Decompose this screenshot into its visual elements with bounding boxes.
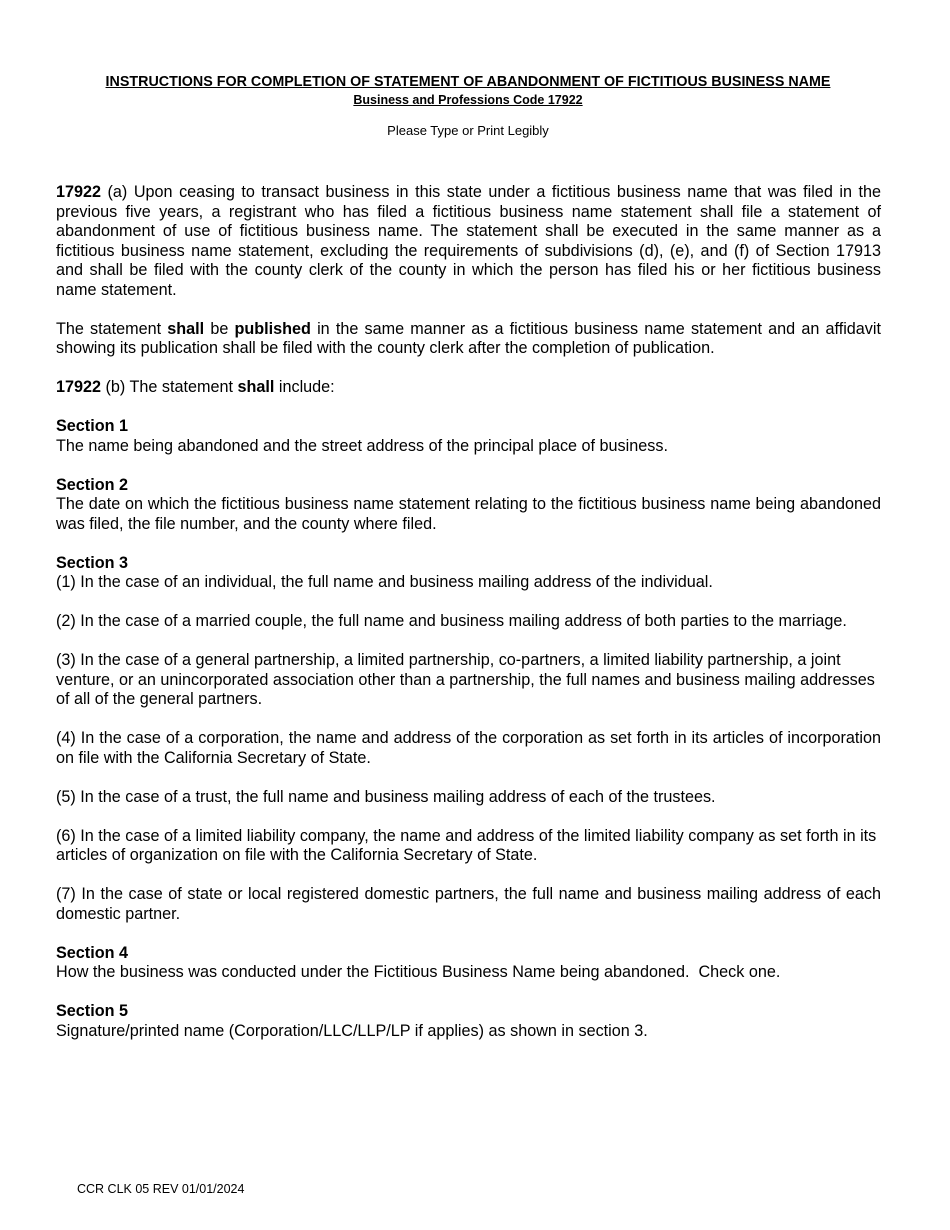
section-3-item: (3) In the case of a general partnership, a limited partnership, co-partners, a limited liability partnership, a joint venture, or an unincorporated association other than a partnership, the full names and business mailing addresses of all of the general partners. (56, 651, 875, 708)
section-1-heading: Section 1 (56, 417, 128, 435)
section-4-text: How the business was conducted under the Fictitious Business Name being abandoned. Check one. (56, 963, 781, 981)
document-title: INSTRUCTIONS FOR COMPLETION OF STATEMENT OF ABANDONMENT OF FICTITIOUS BUSINESS NAME (105, 74, 831, 90)
code-number: 17922 (56, 378, 102, 396)
paragraph-17922-b (56, 378, 881, 398)
section-3-heading: Section 3 (56, 553, 128, 572)
paragraph-text: in the same manner as a fictitious business name statement and an affidavit showing its publication shall be filed with the county clerk after the completion of publication. (56, 319, 881, 357)
paragraph-publication (56, 320, 881, 359)
paragraph-text: (a) Upon ceasing to transact business in this state under a fictitious business name that was filed in the previous five years, a registrant who has filed a fictitious business name statement shall file a statement of abandonment of use of fictitious business name. The statement shall be executed in the same manner as a fictitious business name statement, excluding the requirements of subdivisions (d), (e), and (f) of Section 17913 and shall be filed with the county clerk of the county in which the person has filed his or her fictitious business name statement. (56, 183, 881, 299)
section-4-heading: Section 4 (56, 943, 128, 962)
instructions-body (56, 183, 881, 1041)
section-3-item: (7) In the case of state or local registered domestic partners, the full name and business mailing address of each domestic partner. (56, 885, 881, 923)
section-5-heading: Section 5 (56, 1002, 128, 1020)
section-3-item: (4) In the case of a corporation, the name and address of the corporation as set forth in its articles of incorporation on file with the California Secretary of State. (56, 729, 881, 767)
code-number: 17922 (56, 183, 102, 201)
section-2-text: The date on which the fictitious business name statement relating to the fictitious business name being abandoned was filed, the file number, and the county where filed. (56, 495, 881, 533)
paragraph-text: be (204, 319, 235, 338)
paragraph-text: include: (274, 378, 335, 396)
form-code-footer: CCR CLK 05 REV 01/01/2024 (77, 1182, 245, 1196)
legible-note: Please Type or Print Legibly (387, 123, 549, 138)
section-5-text: Signature/printed name (Corporation/LLC/LLP/LP if applies) as shown in section 3. (56, 1021, 648, 1040)
paragraph-17922-a (56, 183, 881, 300)
section-1-text: The name being abandoned and the street address of the principal place of business. (56, 436, 668, 455)
section-3-item: (1) In the case of an individual, the full name and business mailing address of the individual. (56, 573, 713, 591)
section-3-item: (6) In the case of a limited liability company, the name and address of the limited liability company as set forth in its articles of organization on file with the California Secretary of State. (56, 826, 877, 864)
emphasis-published: published (234, 319, 311, 338)
emphasis-shall: shall (167, 319, 205, 338)
section-3-item: (2) In the case of a married couple, the full name and business mailing address of both parties to the marriage. (56, 612, 847, 630)
paragraph-text: The statement (56, 319, 168, 338)
section-2-heading: Section 2 (56, 475, 128, 494)
paragraph-text: (b) The statement (101, 378, 238, 396)
emphasis-shall: shall (237, 378, 275, 396)
section-3-item: (5) In the case of a trust, the full name and business mailing address of each of the trustees. (56, 787, 716, 806)
document-subtitle: Business and Professions Code 17922 (353, 93, 583, 107)
